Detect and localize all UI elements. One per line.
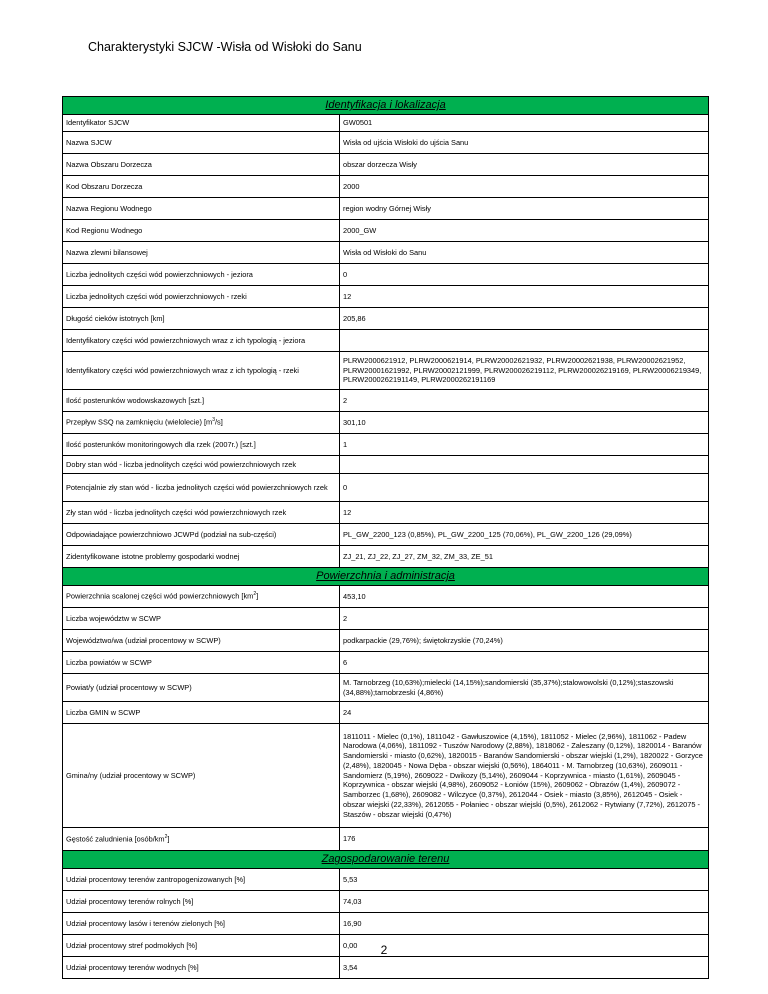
row-value-cell [340,352,709,390]
row-label: Kod Regionu Wodnego [66,225,143,235]
table-row [63,586,709,608]
table-row [63,674,709,702]
section-header-row [63,851,709,869]
row-label: Długość cieków istotnych [km] [66,313,165,323]
row-value: GW0501 [343,118,373,128]
row-label: Zły stan wód - liczba jednolitych części wód powierzchniowych rzek [66,507,287,517]
row-label-cell [63,264,340,286]
row-value: 12 [343,291,352,301]
row-label-cell [63,913,340,935]
row-label-cell [63,828,340,851]
table-row [63,154,709,176]
row-value-cell [340,869,709,891]
table-row [63,828,709,851]
row-label: Potencjalnie zły stan wód - liczba jednolitych części wód powierzchniowych rzek [66,482,328,492]
row-value-cell [340,913,709,935]
row-label: Nazwa Regionu Wodnego [66,203,152,213]
row-label-cell [63,132,340,154]
row-label-cell [63,586,340,608]
row-value: 6 [343,657,348,667]
row-value-cell [340,434,709,456]
row-label: Nazwa Obszaru Dorzecza [66,159,152,169]
row-label: Powierzchnia scalonej części wód powierzchniowych [km [66,591,254,601]
row-value: region wodny Górnej Wisły [343,203,431,213]
row-value-cell [340,390,709,412]
row-value-cell [340,176,709,198]
table-row [63,502,709,524]
row-value: Wisła od Wisłoki do Sanu [343,247,427,257]
row-label: Liczba jednolitych części wód powierzchniowych - jeziora [66,269,253,279]
row-value-cell [340,702,709,724]
table-row [63,913,709,935]
table-row [63,724,709,828]
row-value-cell [340,198,709,220]
row-label-cell [63,869,340,891]
row-label: Odpowiadające powierzchniowo JCWPd (podział na sub-części) [66,529,277,539]
table-row [63,176,709,198]
row-label-cell [63,674,340,702]
row-label: Gęstość zaludnienia [osób/km [66,834,165,844]
row-value: 205,86 [343,313,366,323]
row-label: Udział procentowy terenów zantropogenizowanych [%] [66,874,246,884]
row-value: 3,54 [343,962,358,972]
row-value: 1 [343,439,348,449]
row-value: 2000 [343,181,360,191]
row-value-cell [340,608,709,630]
row-value-cell [340,724,709,828]
row-label-cell [63,176,340,198]
row-value: 74,03 [343,896,362,906]
row-label-cell [63,154,340,176]
table-row [63,630,709,652]
table-row [63,390,709,412]
table-row [63,308,709,330]
row-label: Województwo/wa (udział procentowy w SCWP) [66,635,221,645]
row-label-cell [63,220,340,242]
unit-superscript: 3 [212,417,215,424]
row-value-cell [340,456,709,474]
row-value: 301,10 [343,417,366,427]
row-label: Nazwa zlewni bilansowej [66,247,148,257]
row-label-cell [63,330,340,352]
row-label-cell [63,412,340,434]
unit-tail: /s] [215,417,223,427]
row-label-cell [63,630,340,652]
unit-tail: ] [256,591,259,601]
row-value: 453,10 [343,591,366,601]
row-value-cell [340,220,709,242]
unit-superscript: 2 [253,591,257,598]
row-value: podkarpackie (29,76%); świętokrzyskie (70,24%) [343,635,503,645]
row-label: Powiat/y (udział procentowy w SCWP) [66,682,192,692]
section-title-cell [63,851,709,869]
table-row [63,286,709,308]
table-row [63,869,709,891]
row-label-cell [63,957,340,979]
row-label-cell [63,502,340,524]
row-value: 2 [343,395,348,405]
row-label: Zidentyfikowane istotne problemy gospodarki wodnej [66,551,240,561]
table-row [63,456,709,474]
table-row [63,264,709,286]
row-label-cell [63,242,340,264]
row-label: Nazwa SJCW [66,137,112,147]
row-label: Liczba powiatów w SCWP [66,657,152,667]
row-label: Udział procentowy lasów i terenów zielonych [%] [66,918,225,928]
section-header-row [63,568,709,586]
row-label-cell [63,474,340,502]
row-value-cell [340,652,709,674]
row-value: 0,00 [343,940,358,950]
row-value: obszar dorzecza Wisły [343,159,417,169]
table-row [63,957,709,979]
row-label-cell [63,652,340,674]
row-value: Wisła od ujścia Wisłoki do ujścia Sanu [343,137,469,147]
row-label-cell [63,456,340,474]
row-label-cell [63,352,340,390]
row-value-cell [340,524,709,546]
row-value: 1811011 - Mielec (0,1%), 1811042 - Gawłuszowice (4,15%), 1811052 - Mielec (2,96%), 1811062 - Padew Narodowa (4,06%), 1811092 - Tuszów Narodowy (2,88%), 1818062 - Zaleszany (0,12%), 1820014 - Baranów Sandomierski - miasto (0,62%), 1820015 - Baranów Sandomierski - obszar wiejski (1,2%), 1820022 - Gorzyce (2,48%), 1820045 - Nowa Dęba - obszar wiejski (0,56%), 1864011 - M. Tarnobrzeg (10,63%), 2609011 - Sandomierz (5,19%), 2609022 - Dwikozy (5,14%), 2609044 - Koprzywnica - miasto (1,61%), 2609045 - Koprzywnica - obszar wiejski (4,98%), 2609052 - Łoniów (15%), 2609062 - Obrazów (1,4%), 2609072 - Samborzec (1,68%), 2609082 - Wilczyce (0,37%), 2612044 - Osiek - miasto (3,85%), 2612045 - Osiek - obszar wiejski (22,33%), 2612055 - Połaniec - obszar wiejski (0,5%), 2612062 - Rytwiany (7,72%), 2612075 - Staszów - obszar wiejski (0,47%) [343,731,703,819]
row-label-cell [63,286,340,308]
section-title-cell [63,568,709,586]
row-value: 2000_GW [343,225,377,235]
row-value: ZJ_21, ZJ_22, ZJ_27, ZM_32, ZM_33, ZE_51 [343,551,493,561]
table-row [63,434,709,456]
row-label-cell [63,198,340,220]
table-row [63,412,709,434]
row-label: Ilość posterunków monitoringowych dla rzek (2007r.) [szt.] [66,439,256,449]
table-row [63,546,709,568]
row-value-cell [340,891,709,913]
table-row [63,115,709,132]
row-value-cell [340,286,709,308]
row-value-cell [340,308,709,330]
table-row [63,132,709,154]
row-value-cell [340,115,709,132]
row-label: Udział procentowy terenów wodnych [%] [66,962,199,972]
section-title-cell [63,97,709,115]
section-title: Powierzchnia i administracja [316,570,455,583]
section-title: Zagospodarowanie terenu [321,853,450,866]
row-label-cell [63,115,340,132]
row-label: Udział procentowy stref podmokłych [%] [66,940,198,950]
row-value: 5,53 [343,874,358,884]
row-label: Gmina/ny (udział procentowy w SCWP) [66,770,196,780]
row-value: 176 [343,834,356,844]
row-value-cell [340,412,709,434]
row-value: 0 [343,269,348,279]
row-value: PLRW2000621912, PLRW2000621914, PLRW20002621932, PLRW20002621938, PLRW20002621952, PLRW20001621992, PLRW20002121999, PLRW200026219112, PLRW200026219169, PLRW20006219349, PLRW2000262191149, PLRW2000262191169 [343,355,702,385]
row-value-cell [340,330,709,352]
row-value-cell [340,630,709,652]
characteristics-table [62,96,709,979]
row-value: PL_GW_2200_123 (0,85%), PL_GW_2200_125 (70,06%), PL_GW_2200_126 (29,09%) [343,529,632,539]
section-title: Identyfikacja i lokalizacja [325,99,446,112]
row-label: Udział procentowy terenów rolnych [%] [66,896,194,906]
page-header-title: Charakterystyki SJCW -Wisła od Wisłoki do Sanu [88,40,362,54]
row-label-cell [63,524,340,546]
row-label: Dobry stan wód - liczba jednolitych części wód powierzchniowych rzek [66,459,297,469]
table-row [63,524,709,546]
row-label-cell [63,608,340,630]
row-label: Identyfikatory części wód powierzchniowych wraz z ich typologią - jeziora [66,335,306,345]
row-label: Liczba jednolitych części wód powierzchniowych - rzeki [66,291,247,301]
table-row [63,220,709,242]
row-label-cell [63,724,340,828]
row-value-cell [340,546,709,568]
row-value: 16,90 [343,918,362,928]
row-value: 2 [343,613,348,623]
row-value: M. Tarnobrzeg (10,63%);mielecki (14,15%);sandomierski (35,37%);stalowowolski (0,12%);staszowski (34,88%);tarnobrzeski (4,86%) [343,677,674,697]
table-row [63,352,709,390]
row-label-cell [63,390,340,412]
table-row [63,330,709,352]
row-label: Identyfikatory części wód powierzchniowych wraz z ich typologią - rzeki [66,365,299,375]
table-row [63,702,709,724]
row-value-cell [340,502,709,524]
table-row [63,198,709,220]
row-value-cell [340,674,709,702]
row-label: Kod Obszaru Dorzecza [66,181,143,191]
row-label: Przepływ SSQ na zamknięciu (wielolecie) [m [66,417,213,427]
table-row [63,652,709,674]
row-value: 24 [343,707,352,717]
row-label: Liczba GMIN w SCWP [66,707,141,717]
row-value: 0 [343,482,348,492]
row-value-cell [340,586,709,608]
row-label-cell [63,546,340,568]
row-label-cell [63,702,340,724]
unit-superscript: 2 [164,833,168,840]
row-label-cell [63,434,340,456]
page-number: 2 [380,943,388,957]
row-label-cell [63,308,340,330]
row-label-cell [63,891,340,913]
row-label: Ilość posterunków wodowskazowych [szt.] [66,395,205,405]
row-value-cell [340,474,709,502]
table-row [63,474,709,502]
row-label: Liczba województw w SCWP [66,613,161,623]
row-value-cell [340,154,709,176]
row-value-cell [340,957,709,979]
table-row [63,608,709,630]
unit-tail: ] [167,834,170,844]
row-value: 12 [343,507,352,517]
section-header-row [63,97,709,115]
table-row [63,242,709,264]
row-label: Identyfikator SJCW [66,118,130,128]
table-row [63,891,709,913]
row-value-cell [340,242,709,264]
row-value-cell [340,828,709,851]
row-value-cell [340,132,709,154]
row-value-cell [340,264,709,286]
